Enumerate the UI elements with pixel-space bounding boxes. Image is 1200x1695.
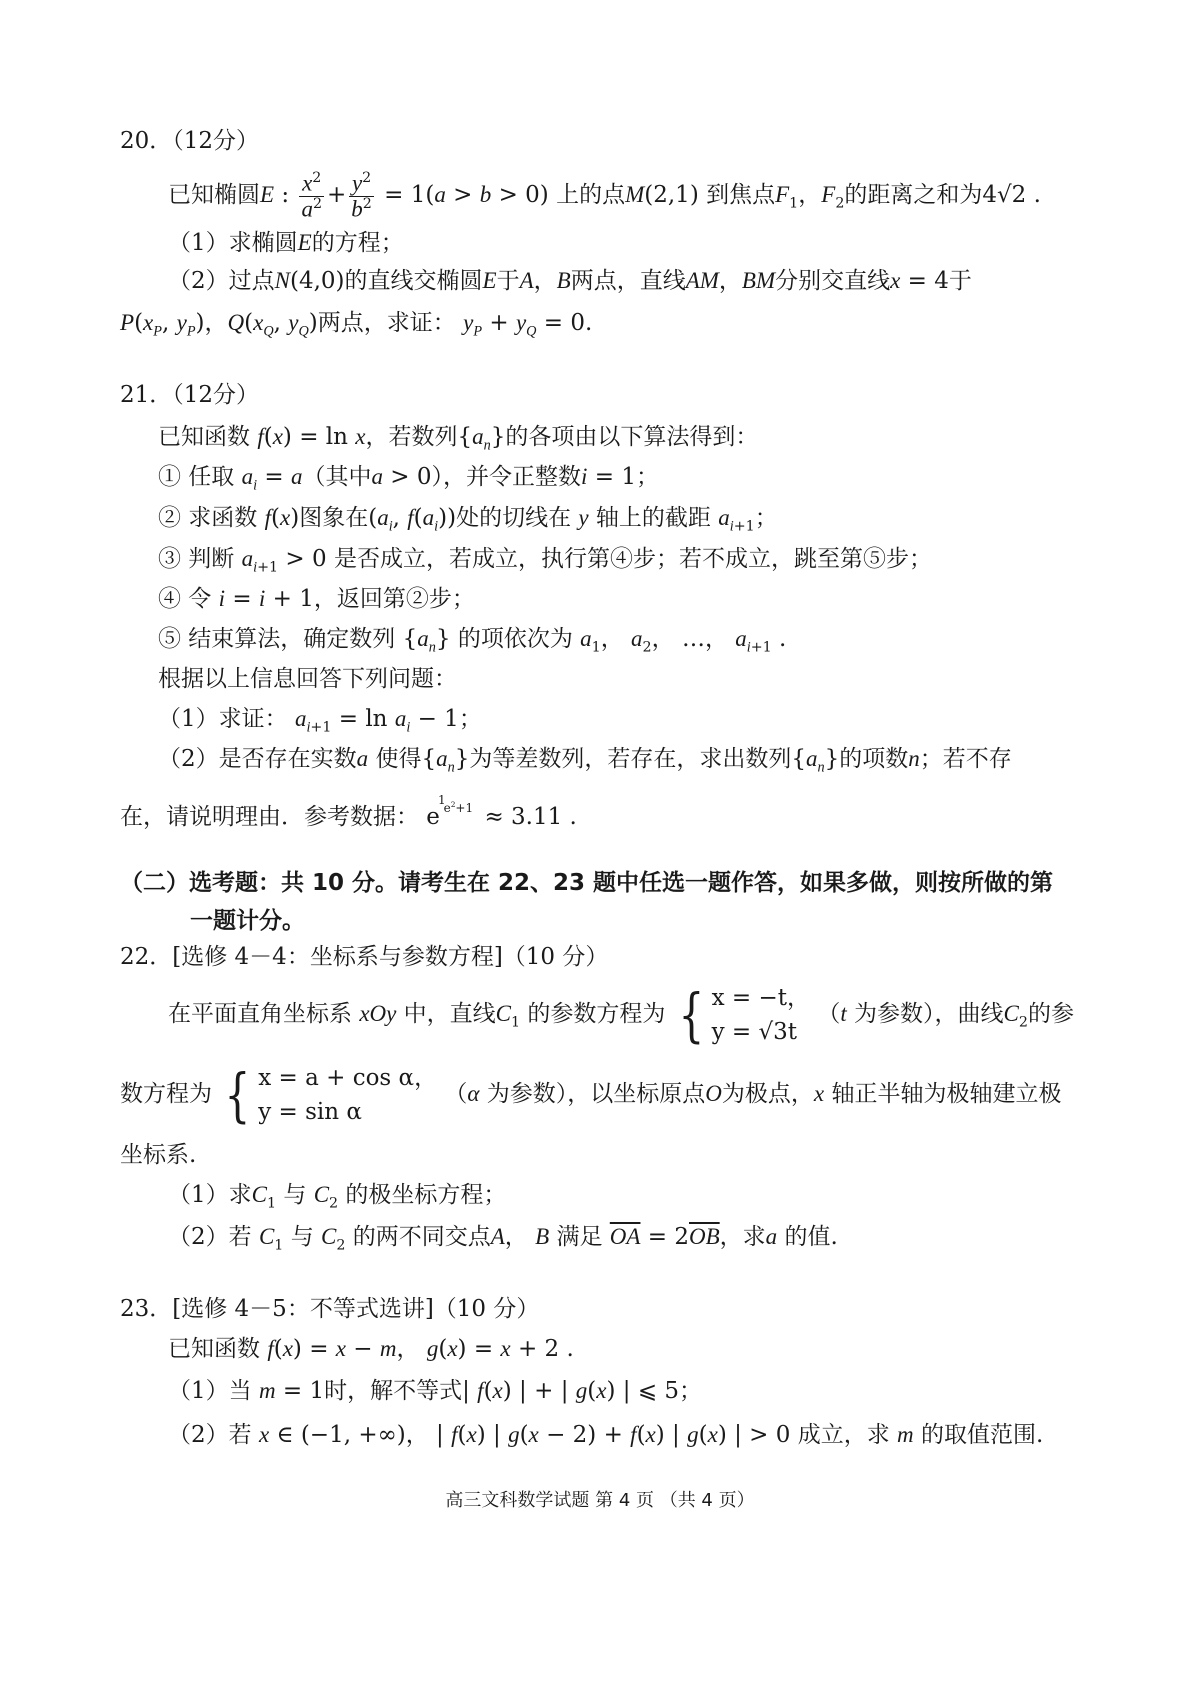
q22-system-1: { x = −t， y = √3t (678, 981, 810, 1049)
q23-stem: 已知函数 f(x) = x − m， g(x) = x + 2 . (168, 1336, 574, 1362)
q20-part1: （1）求椭圆E的方程； (168, 230, 404, 256)
q22-part1: （1）求$C_1$ 与 $C_2$ 的极坐标方程； (168, 1182, 507, 1212)
optional-section-line2: 一题计分。 (190, 908, 305, 934)
q20-heading: 20．（12分） (120, 128, 260, 154)
q20-part2-line2: $P(x_P$, $y_P$)，$Q(x_Q$, $y_Q$)两点，求证： $y_P + y_Q = 0$. (120, 310, 593, 340)
q21-step2: ② 求函数 f(x)图象在($a_i$, $f(a_i)$)处的切线在 y 轴上的截距 $a_{i+1}$； (158, 505, 778, 535)
q23-heading: 23．[选修 4－5：不等式选讲]（10 分） (120, 1296, 540, 1322)
page-footer: 高三文科数学试题 第 4 页 （共 4 页） (445, 1490, 755, 1511)
q22-heading: 22．[选修 4－4：坐标系与参数方程]（10 分） (120, 944, 609, 970)
q22-stem-line3: 坐标系. (120, 1142, 197, 1168)
optional-section-line1: （二）选考题：共 10 分。请考生在 22、23 题中任选一题作答，如果多做，则按所做的第 (120, 870, 1054, 896)
q21-step1: ① 任取 $a_i = a$（其中a > 0），并令正整数i = 1； (158, 464, 659, 494)
q21-step5: ⑤ 结束算法，确定数列 $\{a_n\}$ 的项依次为 $a_1$， $a_2$， …， $a_{i+1}$ . (158, 626, 787, 656)
q21-part2-line1: （2）是否存在实数a 使得$\{a_n\}$为等差数列，若存在，求出数列$\{a_n\}$的项数n；若不存 (158, 746, 1012, 776)
q21-step4: ④ 令 i = i + 1，返回第②步； (158, 586, 475, 612)
q21-part2-line2: 在，请说明理由．参考数据： $e^{1e^2+1} \approx 3.11$ . (120, 793, 577, 830)
q22-stem-line2: 数方程为 { x = a + cos α， y = sin α （α 为参数），以坐标原点O为极点，x 轴正半轴为极轴建立极 (120, 1061, 1062, 1129)
q23-part2: （2）若 x ∈ (−1, +∞)， | f(x) | g(x − 2) + f(x) | g(x) | > 0 成立，求 m 的取值范围. (168, 1422, 1044, 1448)
q22-system-2: { x = a + cos α， y = sin α (224, 1061, 438, 1129)
q22-stem-line1: 在平面直角坐标系 xOy 中，直线$C_1$ 的参数方程为 { x = −t， y = √3t （t 为参数），曲线$C_2$的参 (168, 981, 1074, 1049)
q21-step3: ③ 判断 $a_{i+1} > 0$ 是否成立，若成立，执行第④步；若不成立，跳至第⑤步； (158, 546, 932, 576)
q22-part2: （2）若 $C_1$ 与 $C_2$ 的两不同交点A， B 满足 $\overline{OA} = 2\overline{OB}$，求a 的值. (168, 1224, 838, 1254)
q20-part2-line1: （2）过点N(4,0)的直线交椭圆E于A，B两点，直线AM，BM分别交直线x = 4于 (168, 268, 972, 294)
q21-intro: 已知函数 f(x) = ln x，若数列$\{a_n\}$的各项由以下算法得到： (158, 424, 759, 454)
q20-stem: 已知椭圆E : $\frac{x^2}{a^2}$ + $\frac{y^2}{b^2}$ = 1(a > b > 0) 上的点M(2,1) 到焦点$F_1$，$F_2$的距离之和为4√2 . (168, 169, 1041, 222)
q23-part1: （1）当 m = 1时，解不等式| f(x) | + | g(x) | ⩽ 5； (168, 1378, 703, 1404)
q21-heading: 21．（12分） (120, 382, 260, 408)
q21-info: 根据以上信息回答下列问题： (158, 666, 457, 692)
q21-part1: （1）求证： $a_{i+1} = \ln a_i - 1$； (158, 706, 482, 736)
